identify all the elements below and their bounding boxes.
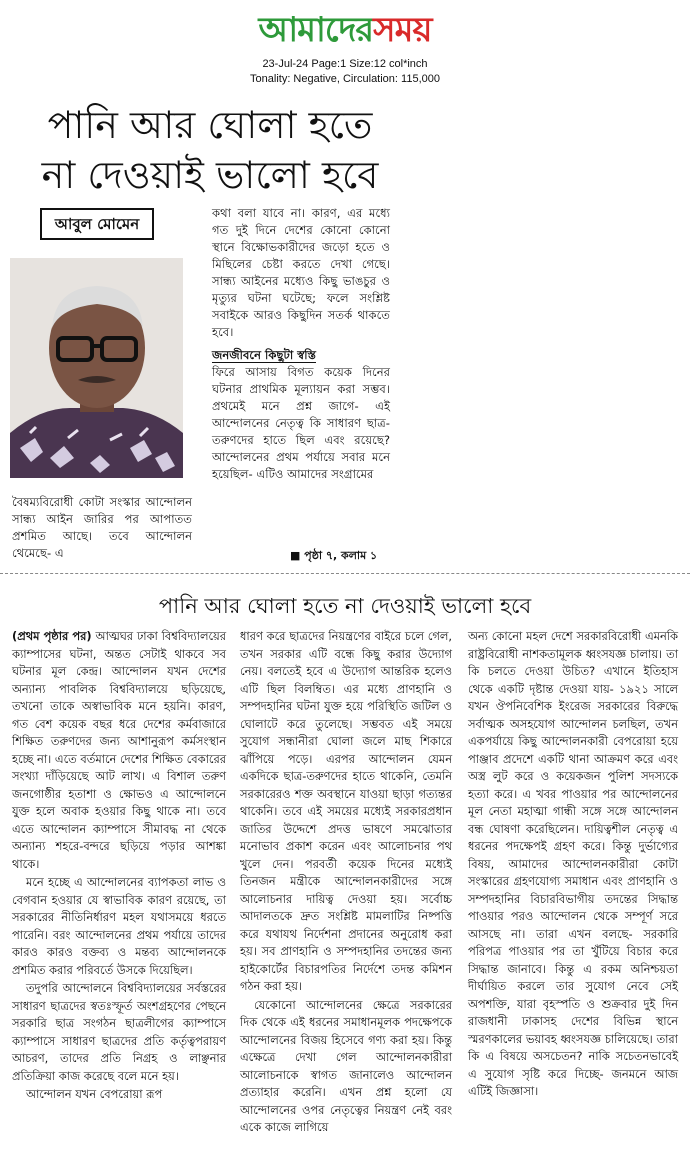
right-column-paragraph-2: ফিরে আসায় বিগত কয়েক দিনের ঘটনার প্রাথমিক মূল্যায়ন করা সম্ভব। প্রথমেই মনে প্রশ্ন জাগে- এই আন্দোলনের নেতৃত্ব কি সাধারণ ছাত্র-তরুণদের হাতে ছিল এবং রয়েছে? আন্দোলনের প্রথম পর্যায়ে সবার মনে হয়েছিল- এটিও আমাদের সংগ্রামের [212,365,390,481]
column1-paragraph-1: আত্মঘর ঢাকা বিশ্ববিদ্যালয়ের ক্যাম্পাসের ঘটনা, অন্তত সেটাই থাকবে সব ঘটনার মূল কেন্দ্র। আন্দোলন যখন দেশের অন্যান্য পাবলিক বিশ্ববিদ্যালয়ে ছড়িয়েছে, তখনো তাকে অস্বাভাবিক মনে হয়নি। কারণ, গত বেশ কয়েক বছর ধরে দেশের কর্মবাজারে শিক্ষিত তরুণদের জন্য আশানুরূপ কর্মসংস্থান হচ্ছে না। এতে বর্তমানে দেশের শিক্ষিত বেকারের সংখ্যা দাঁড়িয়েছে আট লাখ। এ বিশাল তরুণ জনগোষ্ঠীর হতাশা ও ক্ষোভও এ আন্দোলনে যুক্ত হলে অবাক হওয়ার কিছু থাকে না। তবে এতে আন্দোলন ক্যাম্পাসে সীমাবদ্ধ না থেকে অন্যান্য শহরে-বন্দরে ছড়িয়ে পড়ার আশঙ্কা থাকে। [12,629,226,871]
column1-paragraph-3: তদুপরি আন্দোলনে বিশ্ববিদ্যালয়ের সর্বস্তরের সাধারণ ছাত্রদের স্বতঃস্ফূর্ত অংশগ্রহণের পেছনে সরকারি ছাত্র সংগঠন ছাত্রলীগের ক্যাম্পাসে ক্যাম্পাসে সাধারণ ছাত্রদের প্রতি কর্তৃত্বপরায়ণ আচরণ, তাদের প্রতি নিগ্রহ ও লাঞ্ছনার প্রতিক্রিয়া কাজ করেছে বলে মনে হয়। [12,981,226,1083]
clipping-meta-line1: 23-Jul-24 Page:1 Size:12 col*inch [262,58,428,70]
clipping-divider [0,573,690,574]
lead-paragraph: বৈষম্যবিরোধী কোটা সংস্কার আন্দোলন সান্ধ্য আইন জারির পর আপাতত প্রশমিত আছে। তবে আন্দোলন থেমেছে- এ [12,495,192,560]
continuation-column-3 [468,628,678,1102]
column1-paragraph-2: মনে হচ্ছে এ আন্দোলনের ব্যাপকতা লাভ ও বেগবান হওয়ার যে স্বাভাবিক কারণ রয়েছে, তা সরকারের নীতিনির্ধারণ মহল যথাসময়ে ধরতে পারেনি। বরং আন্দোলনের প্রথম পর্যায়ে তাদের কারও কারও বক্তব্য ও মন্তব্য আন্দোলনকে প্রশমিত করার পরিবর্তে উসকে দিয়েছিল। [12,875,226,977]
headline-line1: পানি আর ঘোলা হতে [47,103,373,147]
continuation-column-1 [12,628,226,1105]
newspaper-logo: আমাদেরসময় [258,10,432,50]
continuation-lead-tag: (প্রথম পৃষ্ঠার পর) [12,629,92,643]
column2-paragraph-1: ধারণ করে ছাত্রদের নিয়ন্ত্রণের বাইরে চলে গেল, তখন সরকার এটি বন্ধে কিছু করার উদ্যোগ নেয়। বলতেই হবে এ উদ্যোগ আন্তরিক হলেও এটি ছিল বিলম্বিত। এর মধ্যে প্রাণহানি ও সম্পদহানির ঘটনা যুক্ত হয়ে পরিস্থিতি জটিল ও ঘোলাটে করে তুলেছে। সম্ভবত এই সময়ে সুযোগ সন্ধানীরা ঘোলা জলে মাছ শিকারে ঝাঁপিয়ে পড়ে। এরপর আন্দোলন যেমন একদিকে ছাত্র-তরুণদের হাতে থাকেনি, তেমনি সরকারেরও শক্ত অবস্থানে যাওয়া ছাড়া গত্যন্তর থাকেনি। তবে এই সময়ের মধ্যেই সরকারপ্রধান জাতির উদ্দেশে প্রদত্ত ভাষণে সমঝোতার মনোভাব প্রকাশ করেন এবং আলোচনার পথ খুলে দেন। পরবর্তী কয়েক দিনের মধ্যেই তিনজন মন্ত্রীকে আন্দোলনকারীদের সঙ্গে আলোচনার দায়িত্ব দেওয়া হয়। সর্বোচ্চ আদালতকে দ্রুত সংশ্লিষ্ট মামলাটির নিষ্পত্তি করে যথাযথ নির্দেশনা প্রদানের অনুরোধ করা হয়। সব প্রাণহানি ও সম্পদহানির তদন্তের জন্য হাইকোর্টের বিচারপতির নির্দেশে তদন্ত কমিশন গঠন করা হয়। [240,629,452,993]
column1-paragraph-4: আন্দোলন যখন বেপরোয়া রূপ [26,1087,163,1101]
author-portrait-image [10,258,183,478]
right-column-paragraph-1: কথা বলা যাবে না। কারণ, এর মধ্যে গত দুই দিনে দেশের কোনো কোনো স্থানে বিক্ষোভকারীদের জড়ো হতে ও মিছিলের চেষ্টা করতে দেখা গেছে। সান্ধ্য আইনের মধ্যেও কিছু ভাঙচুর ও মৃত্যুর ঘটনা ঘটেছে; ফলে সংশ্লিষ্ট সবাইকে আরও কিছুদিন সতর্ক থাকতে হবে। [212,206,390,339]
column2-paragraph-2: যেকোনো আন্দোলনের ক্ষেত্রে সরকারের দিক থেকে এই ধরনের সমাধানমূলক পদক্ষেপকে আন্দোলনের বিজয় হিসেবে গণ্য করা হয়। কিন্তু এক্ষেত্রে দেখা গেল আন্দোলনকারীরা আলোচনাকে স্বাগত জানালেও আন্দোলন প্রত্যাহার করেনি। এখন প্রশ্ন হলো যে আন্দোলনের ওপর নেতৃত্বের নিয়ন্ত্রণ নেই বরং একে কাজে লাগিয়ে [240,997,452,1134]
author-byline: আবুল মোমেন [40,208,154,240]
continuation-column-2 [240,628,452,1138]
headline-line2: না দেওয়াই ভালো হবে [41,153,379,197]
column3-paragraph-1: অন্য কোনো মহল দেশে সরকারবিরোধী এমনকি রাষ্ট্রবিরোধী নাশকতামূলক ধ্বংসযজ্ঞ চালায়। তা কি চলতে দেওয়া উচিত? এখানে ইতিহাস থেকে একটি দৃষ্টান্ত দেওয়া যায়- ১৯২১ সালে যখন ঔপনিবেশিক ইংরেজ সরকারের বিরুদ্ধে সর্বাত্মক অসহযোগ আন্দোলন চলছিল, তখন একপর্যায়ে কিছু আন্দোলনকারী বেপরোয়া হয়ে পাঞ্জাব প্রদেশে একটি থানা আক্রমণ করে এবং অস্ত্র লুট করে ও কয়েকজন পুলিশ সদস্যকে হত্যা করে। এ খবর পাওয়ার পর আন্দোলনের মূল নেতা মহাত্মা গান্ধী সঙ্গে সঙ্গে আন্দোলন বন্ধ ঘোষণা করেছিলেন। দায়িত্বশীল নেতৃত্ব এ ধরনের পদক্ষেপই গ্রহণ করে। কিন্তু দুর্ভাগ্যের বিষয়, আমাদের আন্দোলনকারীরা কোটা সংস্কারের গ্রহণযোগ্য সমাধান এবং প্রাণহানি ও সম্পদহানির বিচারবিভাগীয় তদন্তের সিদ্ধান্ত পাওয়ার পরও আন্দোলন থেকে সম্পূর্ণ সরে আসছে না। তারা এখন বলছে- সরকারি পরিপত্র পাওয়ার পর তা খুঁটিয়ে বিচার করে সিদ্ধান্ত জানাবে। কিন্তু এ রকম অনিশ্চয়তা দীর্ঘায়িত করলে তার সুযোগ নেবে সেই অপশক্তি, যারা বৃহস্পতি ও শুক্রবার দুই দিন রাজধানী ঢাকাসহ দেশের বিভিন্ন স্থানে স্মরণকালের ভয়াবহ ধ্বংসযজ্ঞ চালিয়েছে। তারা কি এ বিষয়ে অসচেতন? নাকি সচেতনভাবেই এ সুযোগ সৃষ্টি করে দিচ্ছে- জনমনে আজ এটিই জিজ্ঞাসা। [468,629,678,1098]
article-lead-left-column [12,494,192,562]
newspaper-masthead [0,0,690,56]
article-right-column [212,205,390,483]
continued-on-page-link: ■ পৃষ্ঠা ৭, কলাম ১ [290,549,378,562]
author-photo [10,258,183,478]
clipping-meta-line2: Tonality: Negative, Circulation: 115,000 [250,73,440,85]
continuation-headline: পানি আর ঘোলা হতে না দেওয়াই ভালো হবে [158,594,532,618]
right-column-subhead: জনজীবনে কিছুটা স্বস্তি [212,348,316,362]
